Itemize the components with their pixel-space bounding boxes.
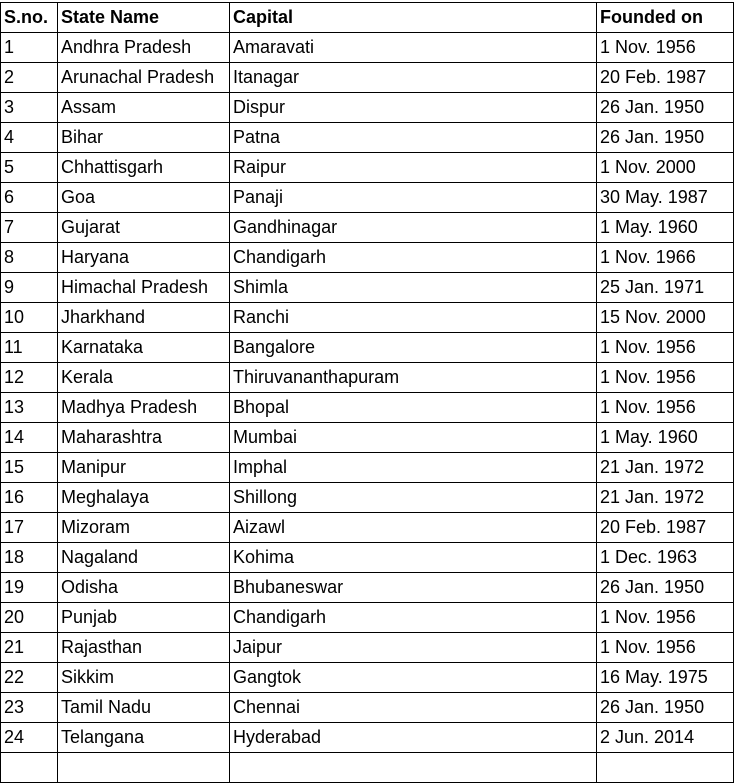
cell-founded-on: 1 Nov. 2000	[597, 153, 734, 183]
cell-sno: 5	[1, 153, 58, 183]
cell-state-name: Himachal Pradesh	[58, 273, 230, 303]
cell-founded-on: 30 May. 1987	[597, 183, 734, 213]
cell-founded-on: 1 Nov. 1956	[597, 363, 734, 393]
cell-sno: 21	[1, 633, 58, 663]
cell-sno: 6	[1, 183, 58, 213]
cell-state-name: Kerala	[58, 363, 230, 393]
cell-sno: 23	[1, 693, 58, 723]
cell-founded-on: 26 Jan. 1950	[597, 573, 734, 603]
cell-capital: Chandigarh	[230, 243, 597, 273]
cell-state-name: Karnataka	[58, 333, 230, 363]
cell-state-name: Haryana	[58, 243, 230, 273]
table-row	[1, 573, 734, 603]
cell-founded-on: 16 May. 1975	[597, 663, 734, 693]
cell-capital: Thiruvananthapuram	[230, 363, 597, 393]
cell-founded-on: 21 Jan. 1972	[597, 453, 734, 483]
table-row	[1, 453, 734, 483]
cell-sno: 13	[1, 393, 58, 423]
table-row	[1, 483, 734, 513]
cell-sno: 22	[1, 663, 58, 693]
table-row	[1, 663, 734, 693]
cell-state-name: Manipur	[58, 453, 230, 483]
cell-state-name: Odisha	[58, 573, 230, 603]
header-state-name: State Name	[58, 3, 230, 33]
cell-founded-on: 1 Dec. 1963	[597, 543, 734, 573]
cell-capital: Shimla	[230, 273, 597, 303]
cell-capital: Gangtok	[230, 663, 597, 693]
cell-founded-on: 1 Nov. 1956	[597, 633, 734, 663]
cell-state-name: Rajasthan	[58, 633, 230, 663]
cell-founded-on: 26 Jan. 1950	[597, 93, 734, 123]
cell-state-name: Gujarat	[58, 213, 230, 243]
cell-sno: 2	[1, 63, 58, 93]
cell-founded-on: 1 Nov. 1956	[597, 393, 734, 423]
table-row	[1, 93, 734, 123]
cell-capital: Patna	[230, 123, 597, 153]
header-row	[1, 3, 734, 33]
table-body	[1, 33, 734, 783]
table-row	[1, 363, 734, 393]
states-table	[0, 2, 734, 783]
cell-state-name: Bihar	[58, 123, 230, 153]
cell-founded-on: 1 Nov. 1956	[597, 33, 734, 63]
cell-founded-on: 20 Feb. 1987	[597, 513, 734, 543]
cell-sno: 4	[1, 123, 58, 153]
cell-state-name: Meghalaya	[58, 483, 230, 513]
table-row	[1, 423, 734, 453]
table-row	[1, 243, 734, 273]
table-row	[1, 303, 734, 333]
cell-state-name: Punjab	[58, 603, 230, 633]
cell-sno: 19	[1, 573, 58, 603]
cell-founded-on: 2 Jun. 2014	[597, 723, 734, 753]
cell-founded-on: 1 Nov. 1966	[597, 243, 734, 273]
cell-sno: 10	[1, 303, 58, 333]
cell-founded-on: 25 Jan. 1971	[597, 273, 734, 303]
cell-capital: Hyderabad	[230, 723, 597, 753]
cell-sno: 8	[1, 243, 58, 273]
cell-sno: 1	[1, 33, 58, 63]
table-row	[1, 693, 734, 723]
cell-state-name: Jharkhand	[58, 303, 230, 333]
table-row	[1, 333, 734, 363]
cell-capital: Gandhinagar	[230, 213, 597, 243]
table-row	[1, 123, 734, 153]
table-row	[1, 393, 734, 423]
cell-capital: Chennai	[230, 693, 597, 723]
cell-sno: 15	[1, 453, 58, 483]
cell-sno: 24	[1, 723, 58, 753]
table-row	[1, 153, 734, 183]
table-row	[1, 183, 734, 213]
cell-capital: Imphal	[230, 453, 597, 483]
cell-state-name: Assam	[58, 93, 230, 123]
cell-sno: 9	[1, 273, 58, 303]
cell-capital: Amaravati	[230, 33, 597, 63]
table-row	[1, 63, 734, 93]
table-row	[1, 273, 734, 303]
cell-capital: Bhopal	[230, 393, 597, 423]
cell-sno: 7	[1, 213, 58, 243]
cell-founded-on: 21 Jan. 1972	[597, 483, 734, 513]
cell-founded-on: 1 May. 1960	[597, 423, 734, 453]
cell-capital: Aizawl	[230, 513, 597, 543]
cell-capital: Chandigarh	[230, 603, 597, 633]
header-capital: Capital	[230, 3, 597, 33]
cell-founded-on: 26 Jan. 1950	[597, 693, 734, 723]
cell-state-name: Telangana	[58, 723, 230, 753]
cell-sno: 20	[1, 603, 58, 633]
cell-state-name: Goa	[58, 183, 230, 213]
cell-capital: Itanagar	[230, 63, 597, 93]
cell-state-name: Andhra Pradesh	[58, 33, 230, 63]
table-row	[1, 33, 734, 63]
cell-founded-on: 1 May. 1960	[597, 213, 734, 243]
table-row	[1, 723, 734, 753]
cell-sno: 17	[1, 513, 58, 543]
cell-capital: Panaji	[230, 183, 597, 213]
cell-capital: Ranchi	[230, 303, 597, 333]
cell-founded-on: 26 Jan. 1950	[597, 123, 734, 153]
cell-state-name: Nagaland	[58, 543, 230, 573]
cell-state-name: Arunachal Pradesh	[58, 63, 230, 93]
cell-state-name: Tamil Nadu	[58, 693, 230, 723]
cell-sno: 12	[1, 363, 58, 393]
cell-state-name: Sikkim	[58, 663, 230, 693]
empty-cell	[597, 753, 734, 783]
cell-founded-on: 20 Feb. 1987	[597, 63, 734, 93]
cell-state-name: Chhattisgarh	[58, 153, 230, 183]
cell-founded-on: 1 Nov. 1956	[597, 603, 734, 633]
table-row	[1, 543, 734, 573]
cell-state-name: Mizoram	[58, 513, 230, 543]
cell-capital: Jaipur	[230, 633, 597, 663]
cell-sno: 11	[1, 333, 58, 363]
cell-sno: 14	[1, 423, 58, 453]
cell-capital: Mumbai	[230, 423, 597, 453]
table-row	[1, 603, 734, 633]
cell-capital: Bhubaneswar	[230, 573, 597, 603]
cell-capital: Shillong	[230, 483, 597, 513]
cell-founded-on: 15 Nov. 2000	[597, 303, 734, 333]
header-sno: S.no.	[1, 3, 58, 33]
cell-capital: Bangalore	[230, 333, 597, 363]
empty-cell	[230, 753, 597, 783]
cell-capital: Kohima	[230, 543, 597, 573]
cell-capital: Raipur	[230, 153, 597, 183]
cell-sno: 18	[1, 543, 58, 573]
table-row	[1, 513, 734, 543]
cell-state-name: Maharashtra	[58, 423, 230, 453]
cell-sno: 16	[1, 483, 58, 513]
cell-capital: Dispur	[230, 93, 597, 123]
empty-cell	[1, 753, 58, 783]
table-row-partial	[1, 753, 734, 783]
cell-sno: 3	[1, 93, 58, 123]
table-row	[1, 213, 734, 243]
table-row	[1, 633, 734, 663]
header-founded-on: Founded on	[597, 3, 734, 33]
empty-cell	[58, 753, 230, 783]
cell-state-name: Madhya Pradesh	[58, 393, 230, 423]
cell-founded-on: 1 Nov. 1956	[597, 333, 734, 363]
